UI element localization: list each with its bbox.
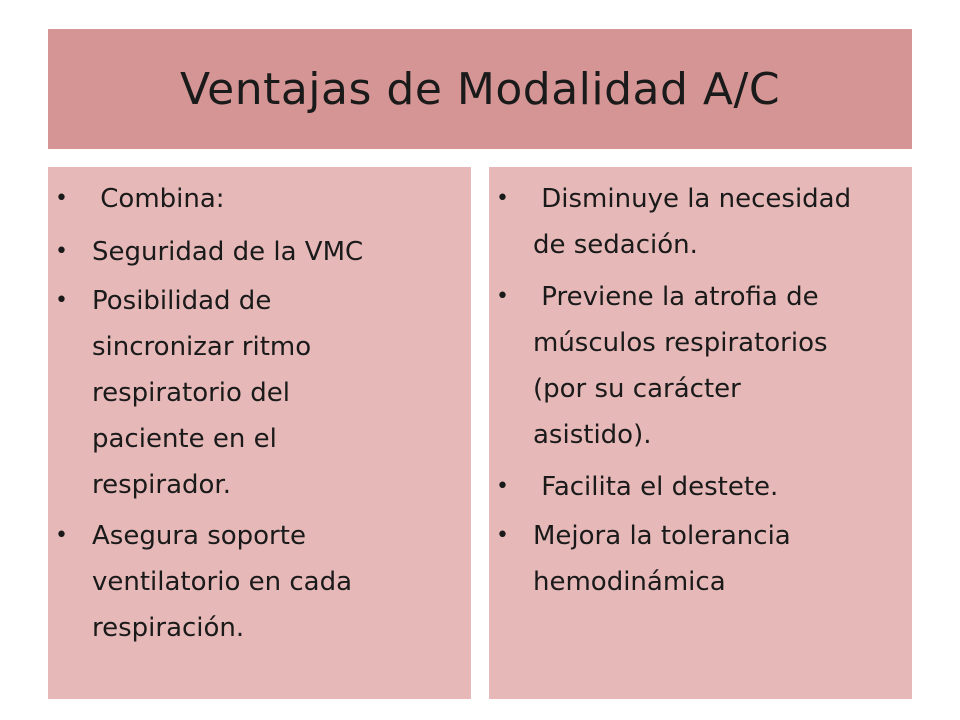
slide-title: Ventajas de Modalidad A/C [179, 63, 781, 115]
bullet-text-line: sincronizar ritmo [92, 332, 312, 362]
left-bullet-item-2 [55, 229, 457, 275]
bullet-text-line: respirador. [92, 470, 231, 500]
bullet-text-line: paciente en el [92, 424, 277, 454]
bullet-icon: • [55, 239, 68, 264]
bullet-icon: • [496, 523, 509, 548]
left-bullet-item-1 [55, 176, 457, 222]
title-bar [48, 29, 912, 149]
left-bullet-item-4 [55, 513, 457, 651]
bullet-text-line: respiración. [92, 613, 245, 643]
bullet-text-line: Combina: [92, 184, 225, 214]
left-panel [48, 167, 471, 699]
right-panel [489, 167, 912, 699]
bullet-icon: • [55, 523, 68, 548]
bullet-text-line: Facilita el destete. [533, 472, 779, 502]
right-bullet-item-3 [496, 464, 898, 510]
right-bullet-item-2 [496, 274, 898, 458]
bullet-text-line: Asegura soporte [92, 521, 306, 551]
bullet-text-line: asistido). [533, 420, 652, 450]
right-bullet-item-4 [496, 513, 898, 605]
bullet-text-line: músculos respiratorios [533, 328, 828, 358]
bullet-icon: • [55, 288, 68, 313]
bullet-text-line: Mejora la tolerancia [533, 521, 791, 551]
bullet-text-line: Seguridad de la VMC [92, 237, 364, 267]
bullet-text-line: Previene la atrofia de [533, 282, 819, 312]
bullet-icon: • [496, 284, 509, 309]
bullet-text-line: (por su carácter [533, 374, 741, 404]
bullet-text-line: de sedación. [533, 230, 698, 260]
bullet-text-line: ventilatorio en cada [92, 567, 353, 597]
bullet-icon: • [55, 186, 68, 211]
bullet-text-line: Disminuye la necesidad [533, 184, 852, 214]
bullet-text-line: respiratorio del [92, 378, 290, 408]
bullet-text-line: Posibilidad de [92, 286, 272, 316]
right-bullet-item-1 [496, 176, 898, 268]
bullet-icon: • [496, 186, 509, 211]
bullet-icon: • [496, 474, 509, 499]
bullet-text-line: hemodinámica [533, 567, 726, 597]
left-bullet-item-3 [55, 278, 457, 508]
